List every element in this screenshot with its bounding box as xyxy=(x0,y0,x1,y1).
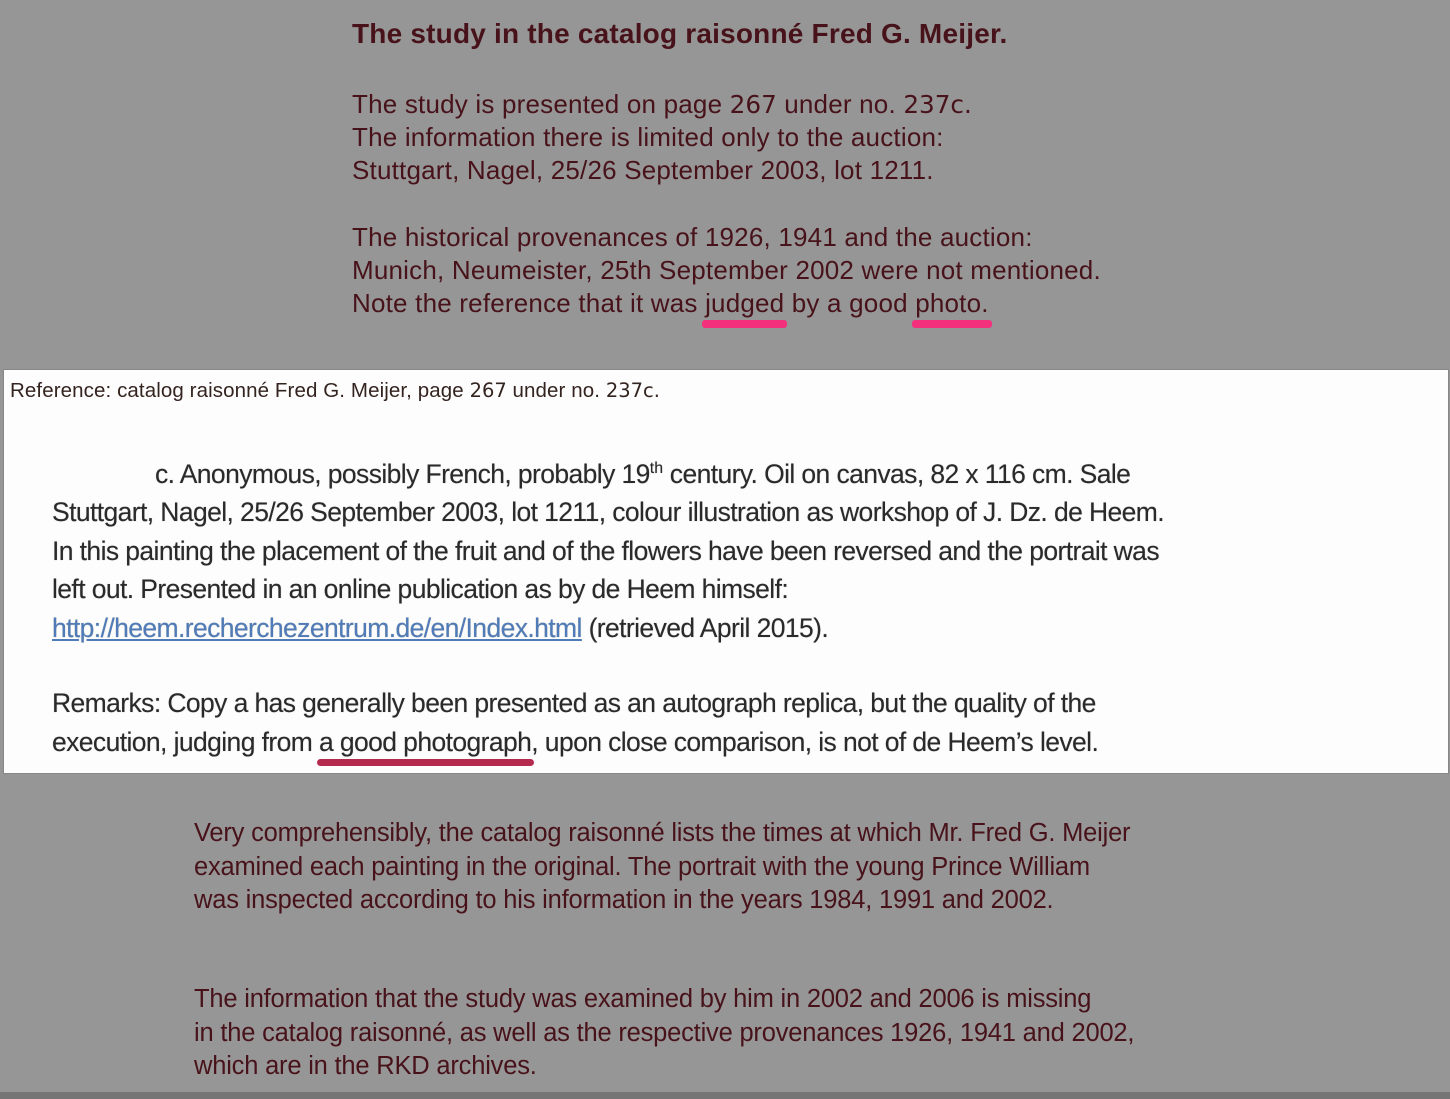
text-line xyxy=(194,851,1130,885)
text-line xyxy=(52,570,1164,609)
provenance-paragraph xyxy=(352,221,1101,320)
text-line xyxy=(52,684,1098,723)
text-line xyxy=(194,1017,1134,1051)
text-line xyxy=(194,983,1134,1017)
text-line xyxy=(194,817,1130,851)
text-segment: Remarks: Copy a has generally been presented as an autograph replica, but the quality of the xyxy=(52,688,1096,718)
text-segment: century. Oil on canvas, 82 x 116 cm. Sale xyxy=(663,458,1131,489)
page-title: The study in the catalog raisonné Fred G. Meijer. xyxy=(352,18,1008,49)
text-segment: Very comprehensibly, the catalog raisonné lists the times at which Mr. Fred G. Meijer xyxy=(194,819,1131,847)
text-segment: Stuttgart, Nagel, 25/26 September 2003, lot 1211. xyxy=(352,155,934,185)
text-segment: which are in the RKD archives. xyxy=(194,1052,537,1080)
photo-highlight: photo. xyxy=(915,288,989,318)
text-line xyxy=(352,154,972,187)
catalog-entry-text xyxy=(52,450,1164,647)
text-segment: 237c. xyxy=(903,90,972,119)
text-line xyxy=(352,88,972,121)
text-segment: The information there is limited only to the auction: xyxy=(352,122,944,152)
bottom-edge-strip xyxy=(0,1092,1450,1099)
text-segment: left out. Presented in an online publication as by de Heem himself: xyxy=(52,574,789,605)
text-segment: under no. xyxy=(776,89,904,119)
text-line xyxy=(194,884,1130,918)
text-segment: Stuttgart, Nagel, 25/26 September 2003, lot 1211, colour illustration as workshop of J. Dz. de Heem. xyxy=(52,497,1165,528)
text-line xyxy=(352,221,1101,254)
text-segment: 267 xyxy=(729,90,777,119)
text-line xyxy=(52,450,1164,493)
judged-highlight: judged xyxy=(705,288,785,318)
text-segment: 267 xyxy=(469,379,507,402)
text-segment: The information that the study was examined by him in 2002 and 2006 is missing xyxy=(194,985,1092,1013)
text-segment: The study is presented on page xyxy=(352,89,730,119)
missing-info-paragraph xyxy=(194,983,1134,1084)
text-segment: under no. xyxy=(506,379,606,402)
text-segment: Munich, Neumeister, 25th September 2002 were not mentioned. xyxy=(352,255,1101,285)
text-segment: Note the reference that it was xyxy=(352,288,706,318)
catalog-remarks-text xyxy=(52,684,1098,761)
text-line xyxy=(10,379,660,403)
text-segment: th xyxy=(649,460,664,477)
text-segment: execution, judging from xyxy=(52,726,319,757)
text-segment: The historical provenances of 1926, 1941 and the auction: xyxy=(352,222,1033,252)
text-segment: in the catalog raisonné, as well as the respective provenances 1926, 1941 and 2002, xyxy=(194,1018,1135,1047)
text-segment: was inspected according to his information in the years 1984, 1991 and 2002. xyxy=(194,886,1054,914)
text-segment: Reference: catalog raisonné Fred G. Meijer, page xyxy=(10,379,470,402)
catalog-url-link[interactable]: http://heem.recherchezentrum.de/en/Index.html xyxy=(52,612,582,643)
text-segment: upon close comparison, is not of de Heem’s level. xyxy=(538,726,1099,757)
text-segment: by a good xyxy=(784,288,916,318)
text-line xyxy=(52,609,1164,648)
good-photograph-highlight: a good photograph, xyxy=(318,726,539,757)
commentary-paragraph xyxy=(194,817,1130,918)
text-segment: examined each painting in the original. The portrait with the young Prince William xyxy=(194,852,1090,881)
reference-scan-box xyxy=(4,370,1448,773)
text-line xyxy=(194,1050,1134,1084)
text-segment: In this painting the placement of the fruit and of the flowers have been reversed and the portrait was xyxy=(52,535,1159,566)
text-line xyxy=(52,532,1164,571)
reference-caption xyxy=(10,379,660,403)
text-line xyxy=(352,121,972,154)
text-line xyxy=(352,254,1101,287)
text-line xyxy=(52,493,1164,532)
text-segment: 237c. xyxy=(605,379,660,402)
intro-paragraph xyxy=(352,88,972,187)
text-line xyxy=(352,287,1101,320)
text-segment: (retrieved April 2015). xyxy=(581,612,829,643)
text-line xyxy=(52,723,1098,762)
text-segment: c. Anonymous, possibly French, probably 19 xyxy=(155,458,650,489)
